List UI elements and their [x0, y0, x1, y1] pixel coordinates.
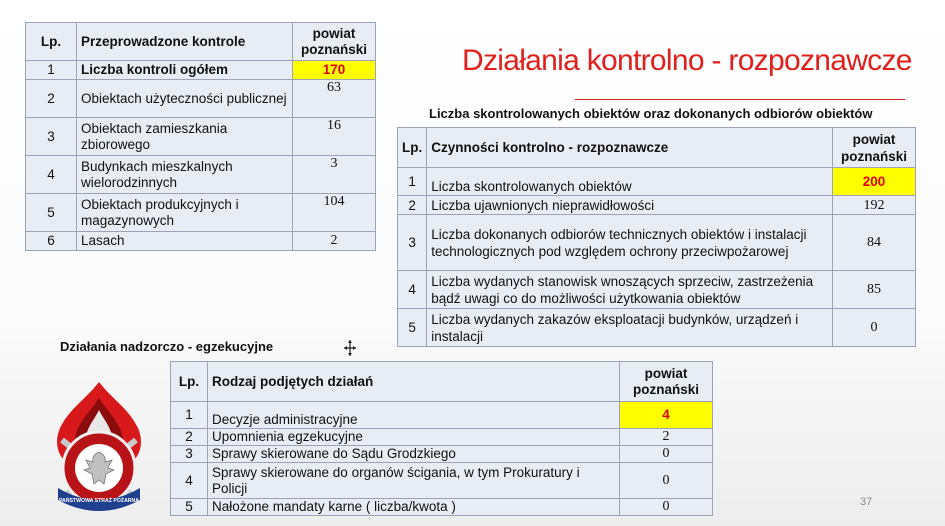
header-lp: Lp.	[26, 23, 77, 61]
table-row	[26, 156, 376, 194]
row-value: 3	[293, 156, 376, 194]
table-row	[398, 168, 916, 196]
row-name: Liczba skontrolowanych obiektów	[427, 168, 833, 196]
header-name: Przeprowadzone kontrole	[77, 23, 293, 61]
header-name: Rodzaj podjętych działań	[208, 362, 620, 402]
table-header-row	[26, 23, 376, 61]
title-underline	[575, 99, 905, 100]
table-header-row	[398, 128, 916, 168]
row-lp: 4	[171, 463, 208, 499]
row-value: 16	[293, 118, 376, 156]
row-lp: 1	[398, 168, 427, 196]
row-value: 0	[620, 499, 713, 516]
row-value: 84	[833, 215, 916, 271]
row-name: Decyzje administracyjne	[208, 402, 620, 429]
row-lp: 2	[398, 196, 427, 215]
header-value: powiat poznański	[293, 23, 376, 61]
table-row	[26, 118, 376, 156]
slide-title: Działania kontrolno - rozpoznawcze	[462, 44, 912, 77]
row-value: 85	[833, 271, 916, 309]
table-row	[398, 309, 916, 347]
row-lp: 2	[26, 80, 77, 118]
row-value: 63	[293, 80, 376, 118]
header-value: powiat poznański	[620, 362, 713, 402]
row-value: 0	[620, 446, 713, 463]
header-value: powiat poznański	[833, 128, 916, 168]
row-name: Nałożone mandaty karne ( liczba/kwota )	[208, 499, 620, 516]
table-row	[171, 429, 713, 446]
row-name: Sprawy skierowane do organów ścigania, w tym Prokuratury i Policji	[208, 463, 620, 499]
row-lp: 5	[171, 499, 208, 516]
table-row	[26, 194, 376, 232]
row-value: 0	[620, 463, 713, 499]
table-row	[398, 196, 916, 215]
row-value: 192	[833, 196, 916, 215]
firefighter-eagle-emblem-icon	[40, 380, 158, 520]
row-name: Obiektach użyteczności publicznej	[77, 80, 293, 118]
enforcement-actions-table	[170, 361, 713, 516]
row-lp: 5	[398, 309, 427, 347]
row-name: Obiektach zamieszkania zbiorowego	[77, 118, 293, 156]
row-lp: 3	[398, 215, 427, 271]
row-name: Liczba ujawnionych nieprawidłowości	[427, 196, 833, 215]
page-number: 37	[860, 496, 873, 508]
row-lp: 2	[171, 429, 208, 446]
row-value-highlighted: 200	[833, 168, 916, 196]
row-name: Upomnienia egzekucyjne	[208, 429, 620, 446]
row-value: 2	[293, 232, 376, 251]
row-lp: 5	[26, 194, 77, 232]
table2-caption: Liczba skontrolowanych obiektów oraz dokonanych odbiorów obiektów	[429, 106, 873, 121]
table-row	[26, 61, 376, 80]
table-row	[398, 271, 916, 309]
row-lp: 4	[398, 271, 427, 309]
inspections-table	[25, 22, 376, 251]
logo-text: PAŃSTWOWA STRAŻ POŻARNA	[58, 498, 140, 504]
move-cursor-icon	[343, 339, 357, 357]
header-lp: Lp.	[398, 128, 427, 168]
row-name: Liczba wydanych zakazów eksploatacji budynków, urządzeń i instalacji	[427, 309, 833, 347]
table-row	[171, 463, 713, 499]
row-name: Liczba kontroli ogółem	[77, 61, 293, 80]
row-lp: 3	[171, 446, 208, 463]
table-row	[26, 80, 376, 118]
row-name: Lasach	[77, 232, 293, 251]
table-row	[26, 232, 376, 251]
row-lp: 1	[171, 402, 208, 429]
table-row	[398, 215, 916, 271]
row-lp: 4	[26, 156, 77, 194]
header-lp: Lp.	[171, 362, 208, 402]
row-value: 0	[833, 309, 916, 347]
row-name: Liczba dokonanych odbiorów technicznych obiektów i instalacji technologicznych pod względem ochrony przeciwpożarowej	[427, 215, 833, 271]
row-name: Budynkach mieszkalnych wielorodzinnych	[77, 156, 293, 194]
table-row	[171, 446, 713, 463]
row-value: 2	[620, 429, 713, 446]
table-row	[171, 499, 713, 516]
row-value-highlighted: 4	[620, 402, 713, 429]
row-value: 104	[293, 194, 376, 232]
row-value-highlighted: 170	[293, 61, 376, 80]
table3-caption: Działania nadzorczo - egzekucyjne	[60, 339, 274, 354]
row-lp: 6	[26, 232, 77, 251]
header-name: Czynności kontrolno - rozpoznawcze	[427, 128, 833, 168]
row-name: Sprawy skierowane do Sądu Grodzkiego	[208, 446, 620, 463]
table-row	[171, 402, 713, 429]
row-lp: 3	[26, 118, 77, 156]
row-lp: 1	[26, 61, 77, 80]
row-name: Liczba wydanych stanowisk wnoszących sprzeciw, zastrzeżenia bądź uwagi co do możliwości użytkowania obiektów	[427, 271, 833, 309]
recognition-activities-table	[397, 127, 916, 347]
table-header-row	[171, 362, 713, 402]
row-name: Obiektach produkcyjnych i magazynowych	[77, 194, 293, 232]
